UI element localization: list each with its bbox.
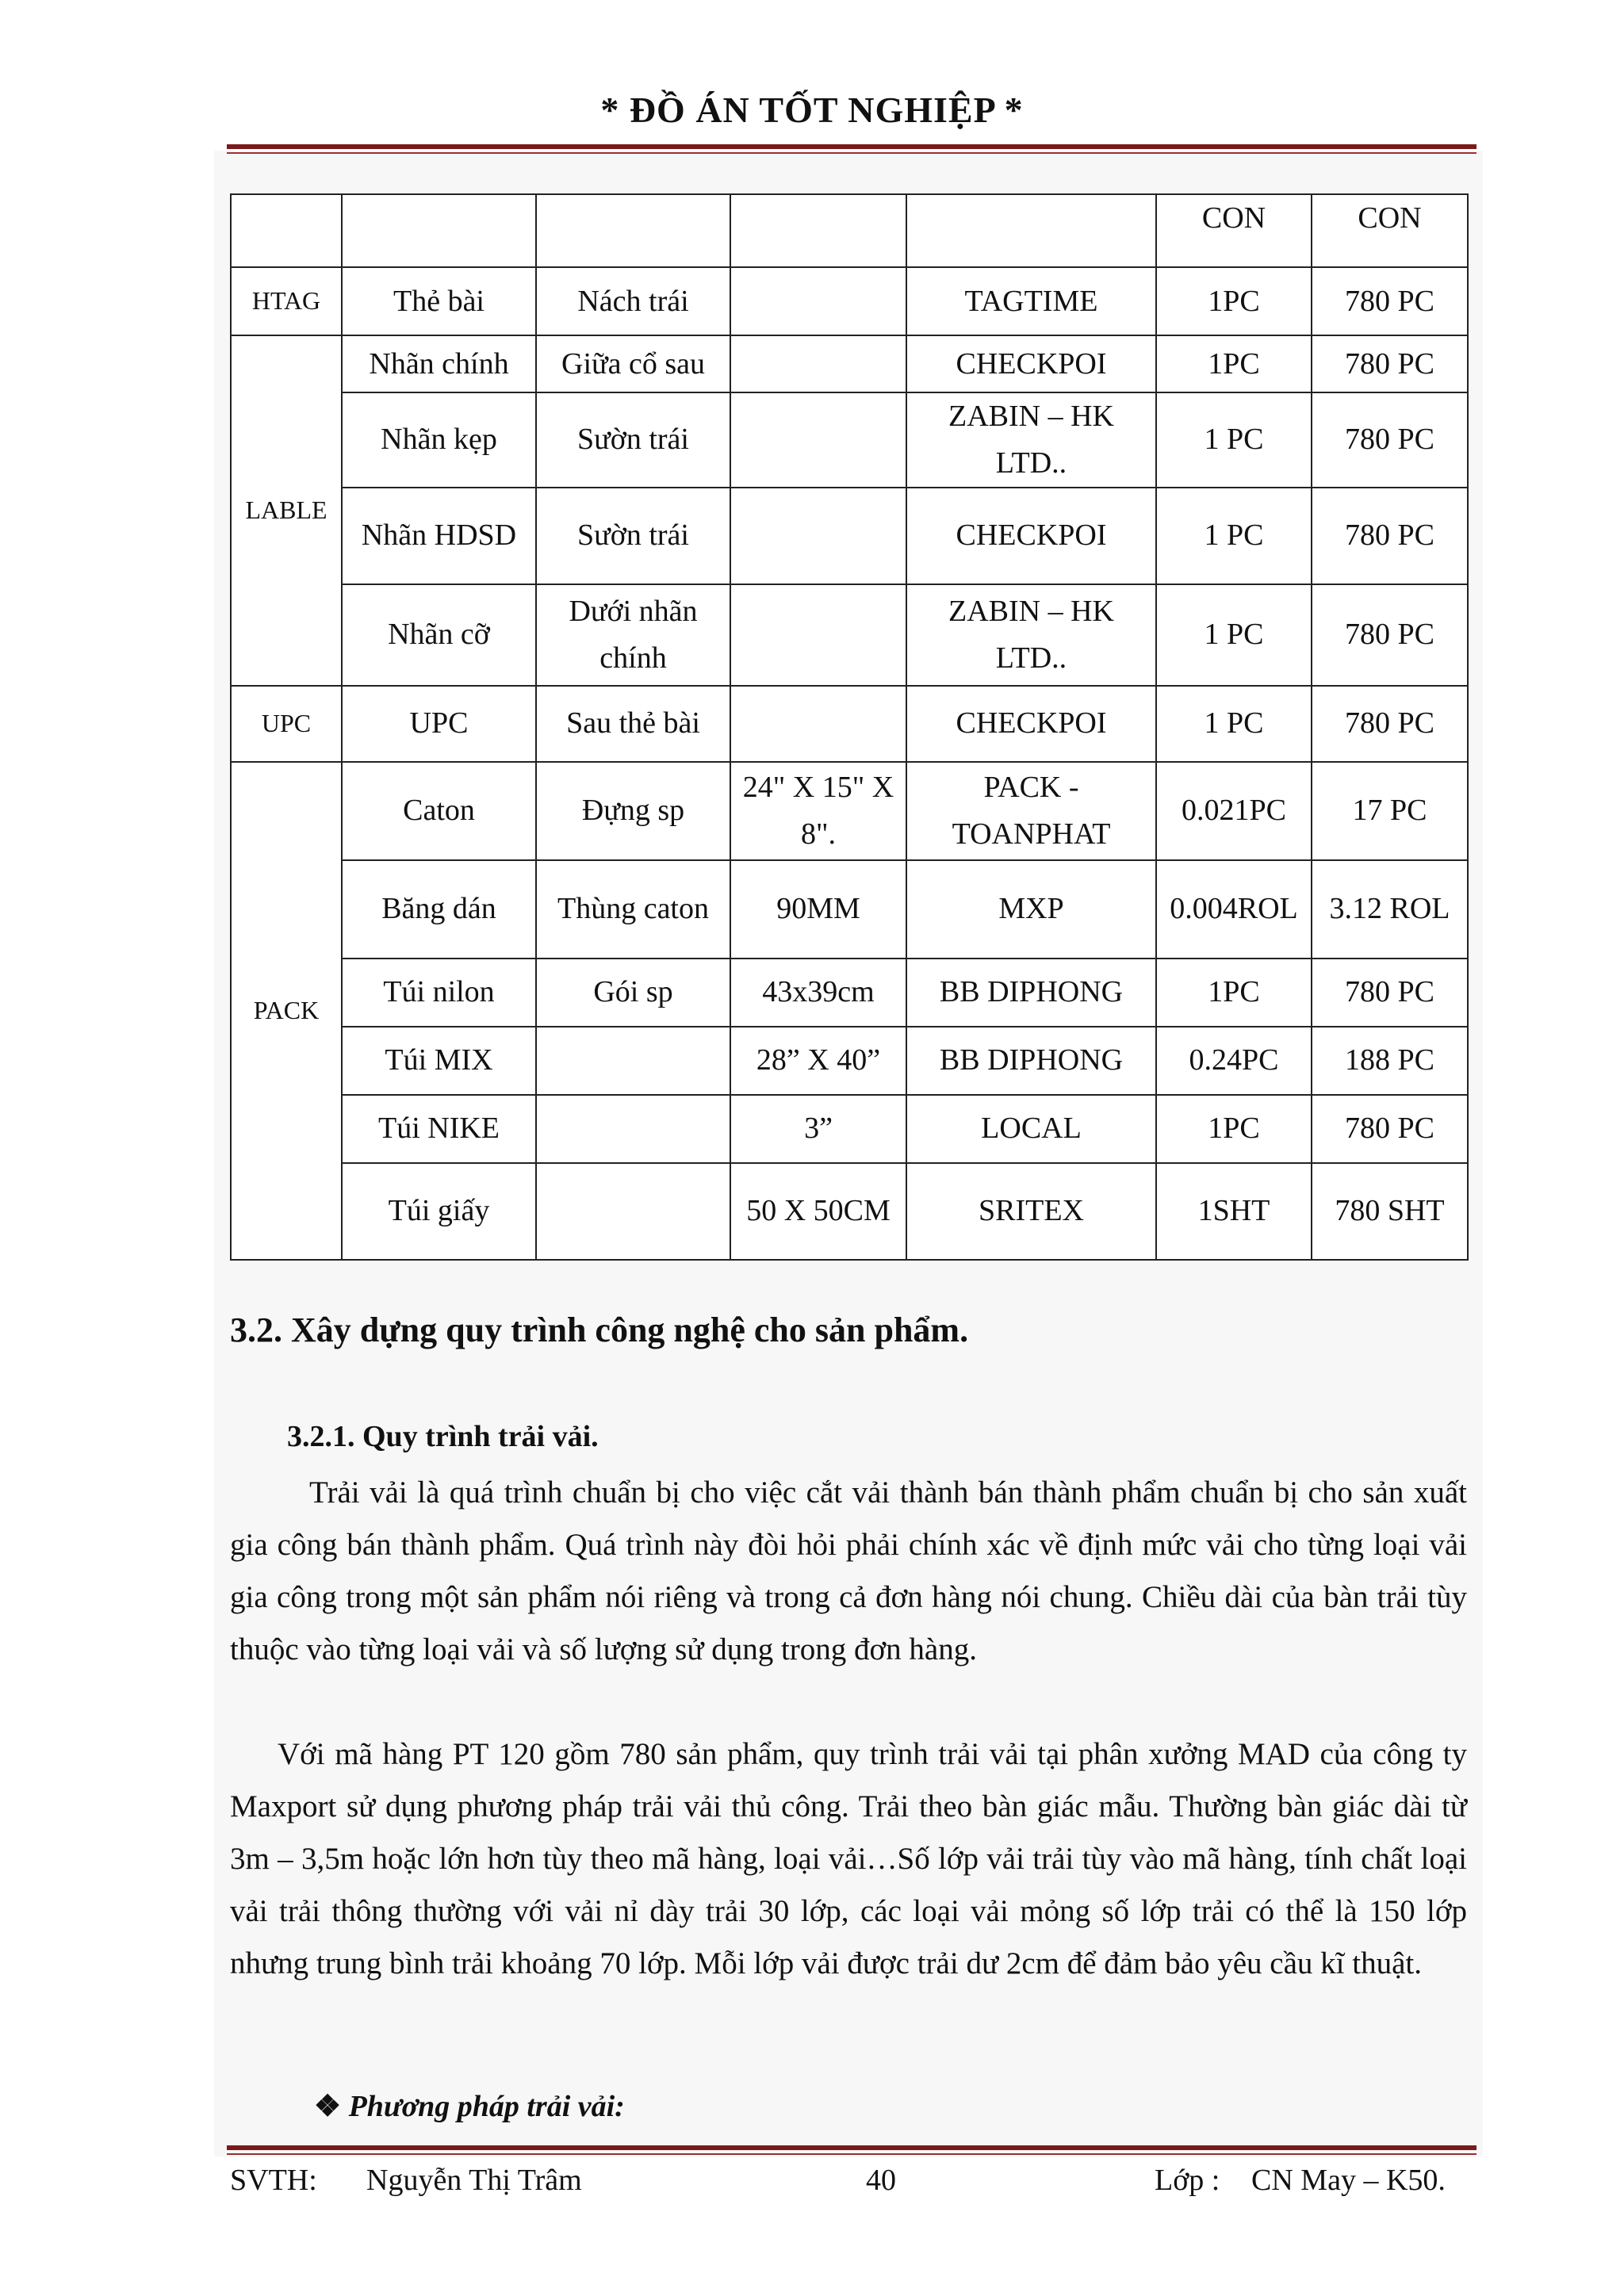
diamond-bullet-icon: ❖ xyxy=(314,2090,342,2123)
group-cell-lable: LABLE xyxy=(231,335,342,686)
table-row xyxy=(231,584,1468,686)
group-cell-pack: PACK xyxy=(231,762,342,1260)
table-cell: BB DIPHONG xyxy=(906,1027,1156,1095)
page-header-title: * ĐỒ ÁN TỐT NGHIỆP * xyxy=(600,90,1024,130)
table-cell: 24" X 15" X 8". xyxy=(730,762,906,860)
table-cell xyxy=(536,1027,730,1095)
table-cell: ZABIN – HK LTD.. xyxy=(906,584,1156,686)
table-cell: LOCAL xyxy=(906,1095,1156,1163)
table-row xyxy=(231,686,1468,762)
table-cell: 780 PC xyxy=(1312,488,1468,584)
table-cell: 780 PC xyxy=(1312,1095,1468,1163)
footer-class-value: CN May – K50. xyxy=(1251,2164,1446,2197)
table-cell: Nhãn HDSD xyxy=(342,488,536,584)
table-cell: TAGTIME xyxy=(906,267,1156,335)
header-rule-thin xyxy=(227,152,1477,154)
table-row xyxy=(231,860,1468,959)
table-cell: 780 PC xyxy=(1312,584,1468,686)
paragraph-block-2 xyxy=(230,1728,1467,1990)
table-cell: 1PC xyxy=(1156,335,1312,392)
table-cell: Sườn trái xyxy=(536,488,730,584)
table-cell: Nách trái xyxy=(536,267,730,335)
table-cell: PACK - TOANPHAT xyxy=(906,762,1156,860)
table-cell xyxy=(342,194,536,267)
table-cell: 1PC xyxy=(1156,959,1312,1027)
table-cell: Đựng sp xyxy=(536,762,730,860)
paragraph: Với mã hàng PT 120 gồm 780 sản phẩm, quy trình trải vải tại phân xưởng MAD của công ty Maxport sử dụng phương pháp trải vải thủ công. Trải theo bàn giác mẫu. Thường bàn giác dài từ 3m – 3,5m hoặc lớn hơn tùy theo mã hàng, loại vải…Số lớp vải trải tùy vào mã hàng, tính chất loại vải trải thông thường với vải nỉ dày trải 30 lớp, các loại vải mỏng số lớp trải có thể là 150 lớp nhưng trung bình trải khoảng 70 lớp. Mỗi lớp vải được trải dư 2cm để đảm bảo yêu cầu kĩ thuật. xyxy=(230,1737,1467,1980)
table-cell: 1 PC xyxy=(1156,686,1312,762)
footer-rule-thin xyxy=(227,2153,1477,2155)
footer-page-number: 40 xyxy=(866,2164,896,2197)
table-cell xyxy=(536,1095,730,1163)
table-row xyxy=(231,488,1468,584)
bullet-heading xyxy=(314,2088,625,2124)
table-cell: Túi MIX xyxy=(342,1027,536,1095)
table-cell: 3” xyxy=(730,1095,906,1163)
table-cell: 28” X 40” xyxy=(730,1027,906,1095)
table-cell: Túi nilon xyxy=(342,959,536,1027)
table-cell: CHECKPOI xyxy=(906,335,1156,392)
table-cell: Sau thẻ bài xyxy=(536,686,730,762)
table-cell xyxy=(730,335,906,392)
table-cell: ZABIN – HK LTD.. xyxy=(906,392,1156,488)
table-cell: Giữa cổ sau xyxy=(536,335,730,392)
footer-class-label: Lớp : xyxy=(1155,2164,1220,2197)
table-cell: Thùng caton xyxy=(536,860,730,959)
table-cell: 780 PC xyxy=(1312,686,1468,762)
materials-table xyxy=(230,193,1469,1261)
table-cell: 1SHT xyxy=(1156,1163,1312,1260)
table-cell: 17 PC xyxy=(1312,762,1468,860)
footer-student-name: Nguyễn Thị Trâm xyxy=(366,2164,582,2197)
table-cell: 0.24PC xyxy=(1156,1027,1312,1095)
table-cell: Sườn trái xyxy=(536,392,730,488)
table-cell: Nhãn cỡ xyxy=(342,584,536,686)
table-cell: BB DIPHONG xyxy=(906,959,1156,1027)
table-row xyxy=(231,194,1468,267)
table-row xyxy=(231,1027,1468,1095)
table-row xyxy=(231,959,1468,1027)
table-row xyxy=(231,335,1468,392)
table-cell: Túi NIKE xyxy=(342,1095,536,1163)
table-cell xyxy=(906,194,1156,267)
table-cell: 43x39cm xyxy=(730,959,906,1027)
group-cell-htag: HTAG xyxy=(231,267,342,335)
table-cell: 1 PC xyxy=(1156,488,1312,584)
table-cell xyxy=(536,194,730,267)
table-cell: CHECKPOI xyxy=(906,686,1156,762)
table-cell: Nhãn kẹp xyxy=(342,392,536,488)
table-cell: 90MM xyxy=(730,860,906,959)
table-cell xyxy=(730,392,906,488)
table-cell xyxy=(730,488,906,584)
table-cell: 188 PC xyxy=(1312,1027,1468,1095)
table-cell: 50 X 50CM xyxy=(730,1163,906,1260)
table-cell: SRITEX xyxy=(906,1163,1156,1260)
table-cell xyxy=(730,194,906,267)
table-cell: 1PC xyxy=(1156,1095,1312,1163)
table-cell xyxy=(231,194,342,267)
table-cell: 1 PC xyxy=(1156,392,1312,488)
paragraph: Trải vải là quá trình chuẩn bị cho việc cắt vải thành bán thành phẩm chuẩn bị cho sản xuất gia công bán thành phẩm. Quá trình này đòi hỏi phải chính xác về định mức vải cho từng loại vải gia công trong một sản phẩm nói riêng và trong cả đơn hàng nói chung. Chiều dài của bàn trải tùy thuộc vào từng loại vải và số lượng sử dụng trong đơn hàng. xyxy=(230,1475,1467,1667)
table-cell: 780 PC xyxy=(1312,959,1468,1027)
footer-rule-thick xyxy=(227,2145,1477,2150)
table-cell: CON xyxy=(1312,194,1468,267)
table-cell xyxy=(730,267,906,335)
group-cell-upc: UPC xyxy=(231,686,342,762)
section-heading: 3.2. Xây dựng quy trình công nghệ cho sản phẩm. xyxy=(230,1311,969,1349)
table-cell: Thẻ bài xyxy=(342,267,536,335)
table-row xyxy=(231,762,1468,860)
table-row xyxy=(231,392,1468,488)
table-cell: Gói sp xyxy=(536,959,730,1027)
table-cell: 1PC xyxy=(1156,267,1312,335)
table-row xyxy=(231,1095,1468,1163)
table-cell: Dưới nhãn chính xyxy=(536,584,730,686)
table-cell: Túi giấy xyxy=(342,1163,536,1260)
header-rule-thick xyxy=(227,144,1477,149)
footer-svth-label: SVTH: xyxy=(230,2164,317,2197)
table-cell: CON xyxy=(1156,194,1312,267)
table-cell: 780 PC xyxy=(1312,335,1468,392)
table-cell: Caton xyxy=(342,762,536,860)
table-cell: 780 SHT xyxy=(1312,1163,1468,1260)
table-cell: 1 PC xyxy=(1156,584,1312,686)
table-cell: UPC xyxy=(342,686,536,762)
table-cell: Nhãn chính xyxy=(342,335,536,392)
table-cell: 0.004ROL xyxy=(1156,860,1312,959)
paragraph-block-1 xyxy=(230,1467,1467,1676)
table-row xyxy=(231,267,1468,335)
table-cell: 780 PC xyxy=(1312,267,1468,335)
table-cell: Băng dán xyxy=(342,860,536,959)
subsection-heading: 3.2.1. Quy trình trải vải. xyxy=(287,1420,599,1453)
table-cell: 3.12 ROL xyxy=(1312,860,1468,959)
table-cell: 0.021PC xyxy=(1156,762,1312,860)
table-cell: MXP xyxy=(906,860,1156,959)
table-cell xyxy=(730,584,906,686)
table-row xyxy=(231,1163,1468,1260)
table-cell xyxy=(730,686,906,762)
bullet-heading-text: Phương pháp trải vải: xyxy=(348,2090,625,2123)
table-cell: 780 PC xyxy=(1312,392,1468,488)
table-cell: CHECKPOI xyxy=(906,488,1156,584)
table-cell xyxy=(536,1163,730,1260)
